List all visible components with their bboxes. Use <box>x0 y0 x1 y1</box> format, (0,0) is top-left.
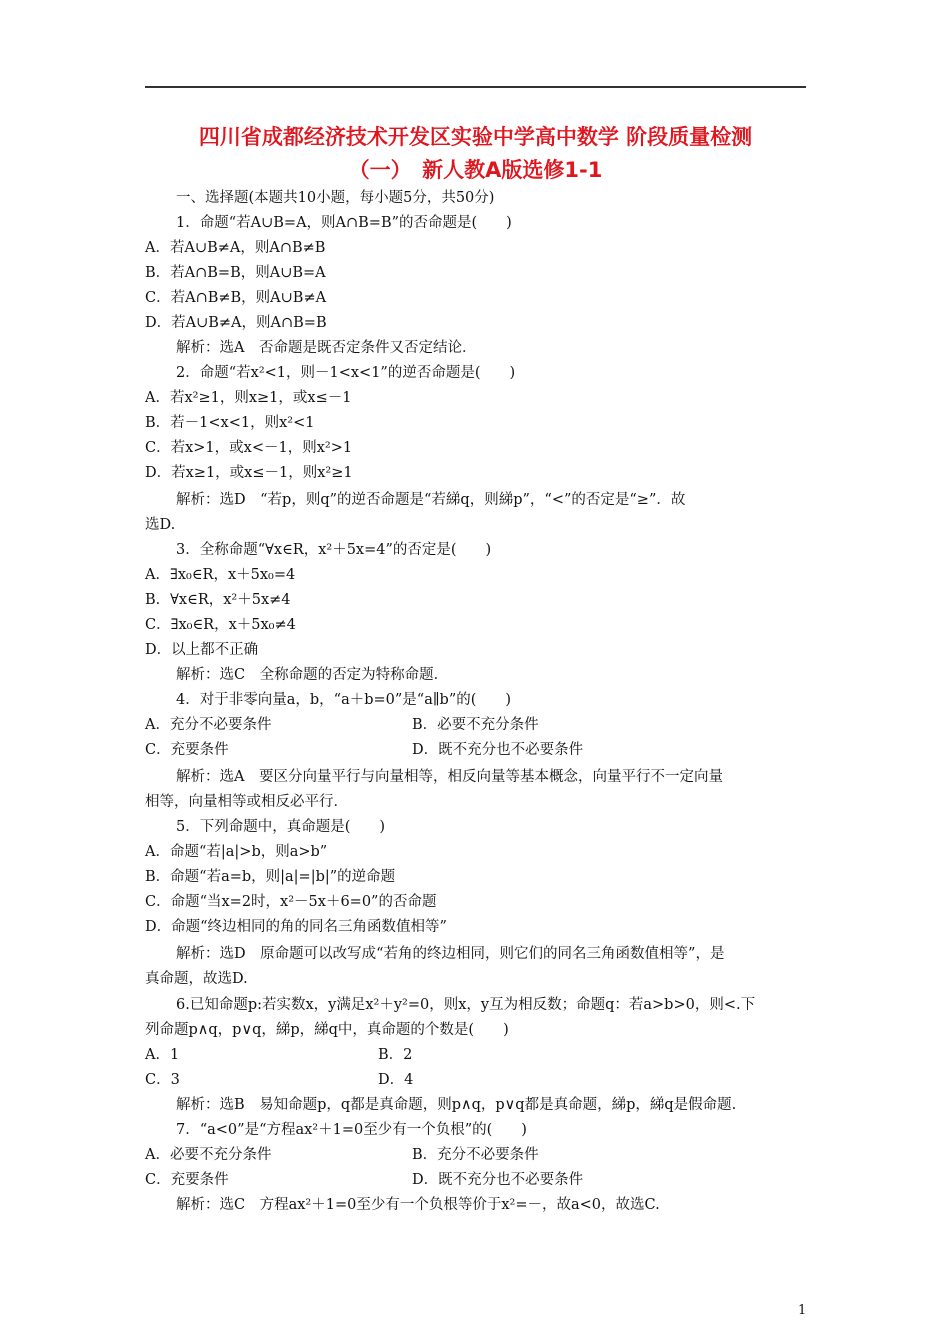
q6-option-b: B．2 <box>378 1047 413 1063</box>
q1-stem: 1．命题“若A∪B=A，则A∩B=B”的否命题是( ) <box>176 215 512 231</box>
q1-option-b: B．若A∩B=B，则A∪B=A <box>145 265 326 281</box>
q2-option-b: B．若－1<x<1，则x²<1 <box>145 415 315 431</box>
q1-answer: 解析：选A 否命题是既否定条件又否定结论． <box>176 340 477 356</box>
q4-option-b: B．必要不充分条件 <box>412 717 539 733</box>
q3-option-a: A．∃x₀∈R，x＋5x₀=4 <box>145 567 296 583</box>
q4-option-c: C．充要条件 <box>145 742 229 758</box>
q5-option-d: D．命题“终边相同的角的同名三角函数值相等” <box>145 919 447 935</box>
q1-option-c: C．若A∩B≠B，则A∪B≠A <box>145 290 327 306</box>
q1-option-a: A．若A∪B≠A，则A∩B≠B <box>145 240 326 256</box>
q3-option-c: C．∃x₀∈R，x＋5x₀≠4 <box>145 617 296 633</box>
q6-option-d: D．4 <box>378 1072 414 1088</box>
q7-answer: 解析：选C 方程ax²＋1=0至少有一个负根等价于x²=－，故a<0，故选C. <box>176 1197 660 1213</box>
q2-option-d: D．若x≥1，或x≤－1，则x²≥1 <box>145 465 353 481</box>
q5-option-a: A．命题“若|a|>b，则a>b” <box>145 844 328 860</box>
q2-answer-line2: 选D. <box>145 517 176 533</box>
q6-option-c: C．3 <box>145 1072 180 1088</box>
q4-answer-line2: 相等，向量相等或相反必平行． <box>145 794 348 810</box>
section-heading: 一、选择题(本题共10小题，每小题5分，共50分) <box>176 190 495 206</box>
q4-option-a: A．充分不必要条件 <box>145 717 272 733</box>
q7-option-b: B．充分不必要条件 <box>412 1147 539 1163</box>
q6-stem-line1: 6.已知命题p:若实数x，y满足x²＋y²=0，则x，y互为相反数；命题q：若a>b>0，则<.下 <box>176 997 756 1013</box>
q7-option-c: C．充要条件 <box>145 1172 229 1188</box>
q3-option-b: B．∀x∈R，x²＋5x≠4 <box>145 592 291 608</box>
q5-stem: 5．下列命题中，真命题是( ) <box>176 819 386 835</box>
q6-answer: 解析：选B 易知命题p，q都是真命题，则p∧q，p∨q都是真命题，綈p，綈q是假命题. <box>176 1097 737 1113</box>
q4-stem: 4．对于非零向量a，b，“a＋b=0”是“a∥b”的( ) <box>176 692 512 708</box>
q7-stem: 7．“a<0”是“方程ax²＋1=0至少有一个负根”的( ) <box>176 1122 527 1138</box>
q5-answer-line1: 解析：选D 原命题可以改写成“若角的终边相同，则它们的同名三角函数值相等”，是 <box>176 946 725 962</box>
q2-option-c: C．若x>1，或x<－1，则x²>1 <box>145 440 353 456</box>
q5-option-c: C．命题“当x=2时，x²－5x＋6=0”的否命题 <box>145 894 437 910</box>
q3-answer: 解析：选C 全称命题的否定为特称命题． <box>176 667 449 683</box>
page-title: 四川省成都经济技术开发区实验中学高中数学 阶段质量检测 <box>198 125 753 149</box>
page-subtitle: （一） 新人教A版选修1-1 <box>348 158 603 182</box>
q7-option-a: A．必要不充分条件 <box>145 1147 272 1163</box>
header-rule <box>145 86 806 88</box>
q6-stem-line2: 列命题p∧q，p∨q，綈p，綈q中，真命题的个数是( ) <box>145 1022 509 1038</box>
q1-option-d: D．若A∪B≠A，则A∩B=B <box>145 315 327 331</box>
q3-stem: 3．全称命题“∀x∈R，x²＋5x=4”的否定是( ) <box>176 542 492 558</box>
q3-option-d: D．以上都不正确 <box>145 642 259 658</box>
q7-option-d: D．既不充分也不必要条件 <box>412 1172 584 1188</box>
q5-answer-line2: 真命题，故选D. <box>145 971 248 987</box>
q5-option-b: B．命题“若a=b，则|a|=|b|”的逆命题 <box>145 869 396 885</box>
q2-answer-line1: 解析：选D “若p，则q”的逆否命题是“若綈q，则綈p”，“<”的否定是“≥”．故 <box>176 492 686 508</box>
page-number: 1 <box>798 1303 807 1318</box>
q2-option-a: A．若x²≥1，则x≥1，或x≤－1 <box>145 390 352 406</box>
q6-option-a: A．1 <box>145 1047 180 1063</box>
q4-option-d: D．既不充分也不必要条件 <box>412 742 584 758</box>
q2-stem: 2．命题“若x²<1，则－1<x<1”的逆否命题是( ) <box>176 365 516 381</box>
q4-answer-line1: 解析：选A 要区分向量平行与向量相等，相反向量等基本概念，向量平行不一定向量 <box>176 769 723 785</box>
